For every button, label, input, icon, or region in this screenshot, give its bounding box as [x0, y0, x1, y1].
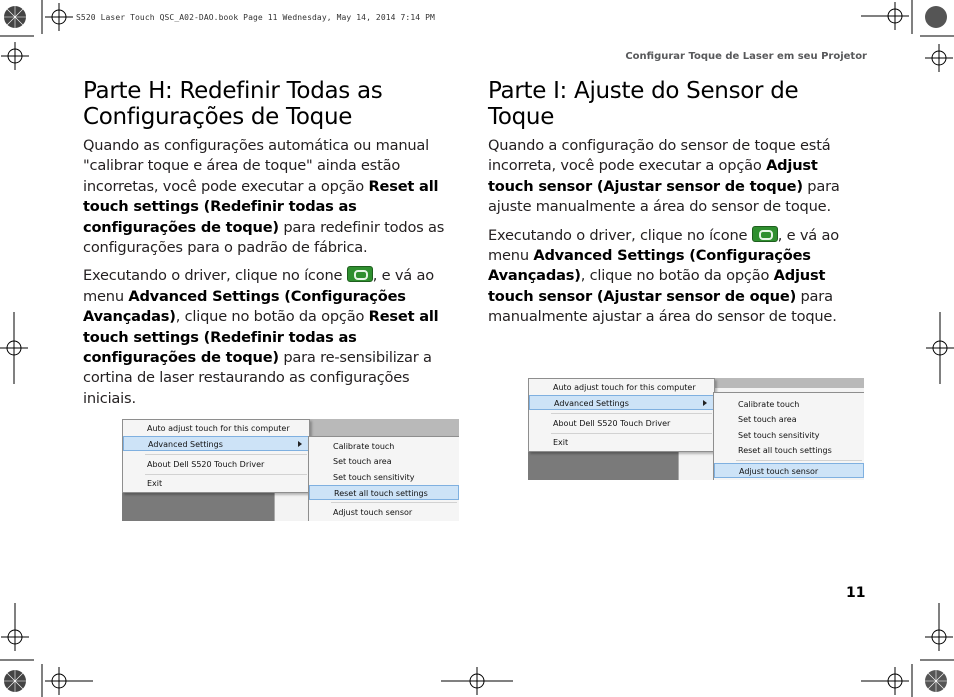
section-i-title: Parte I: Ajuste do Sensor de Toque: [488, 78, 799, 130]
section-i: [488, 78, 860, 336]
menu-item-advanced-settings[interactable]: Advanced Settings: [529, 395, 714, 410]
running-head: Configurar Toque de Laser em seu Projetor: [625, 51, 867, 62]
registration-mark-icon: [1, 603, 29, 651]
menu-item-auto-adjust[interactable]: Auto adjust touch for this computer: [147, 424, 290, 433]
screenshot-adjust-touch-sensor: [528, 378, 864, 480]
registration-mark-icon: [925, 603, 953, 651]
screenshot-reset-touch-settings: [122, 419, 459, 521]
color-wheel-icon: [4, 670, 26, 692]
context-menu: [528, 378, 715, 452]
menu-item-advanced-settings[interactable]: Advanced Settings: [123, 436, 309, 451]
registration-mark-icon: [1, 42, 29, 70]
submenu-item-touch-area[interactable]: Set touch area: [333, 457, 392, 466]
section-h: [83, 78, 455, 417]
menu-item-exit[interactable]: Exit: [147, 479, 163, 488]
registration-mark-icon: [0, 312, 28, 384]
registration-mark-icon: [45, 667, 93, 695]
section-h-title: Parte H: Redefinir Todas as Configurações de Toque: [83, 78, 383, 130]
submenu-item-sensitivity[interactable]: Set touch sensitivity: [738, 431, 820, 440]
print-slug: S520 Laser Touch QSC_A02-DAO.book Page 11 Wednesday, May 14, 2014 7:14 PM: [76, 13, 435, 22]
menu-item-auto-adjust[interactable]: Auto adjust touch for this computer: [553, 383, 696, 392]
submenu-item-touch-area[interactable]: Set touch area: [738, 415, 797, 424]
color-wheel-icon: [925, 670, 947, 692]
submenu-item-sensitivity[interactable]: Set touch sensitivity: [333, 473, 415, 482]
touch-driver-icon: [347, 266, 373, 282]
submenu-arrow-icon: [298, 441, 302, 447]
submenu-item-adjust-sensor[interactable]: Adjust touch sensor: [714, 463, 864, 478]
submenu-item-calibrate[interactable]: Calibrate touch: [738, 400, 800, 409]
menu-item-about[interactable]: About Dell S520 Touch Driver: [553, 419, 671, 428]
submenu: [308, 436, 459, 521]
registration-mark-icon: [45, 3, 73, 31]
registration-mark-icon: [925, 44, 953, 72]
section-h-paragraph-2: Executando o driver, clique no ícone , e vá ao menu Advanced Settings (Configurações Avançadas), clique no botão da opção Reset all touch settings (Redefinir todas as configurações de toque) para re-sensibilizar a cortina de laser restaurando as configurações iniciais.: [83, 267, 439, 407]
menu-item-exit[interactable]: Exit: [553, 438, 569, 447]
submenu-item-adjust-sensor[interactable]: Adjust touch sensor: [333, 508, 413, 517]
color-wheel-icon: [925, 6, 947, 28]
submenu-item-reset[interactable]: Reset all touch settings: [309, 485, 459, 500]
section-i-paragraph-2: Executando o driver, clique no ícone , e vá ao menu Advanced Settings (Configurações Avançadas), clique no botão da opção Adjust touch sensor (Ajustar sensor de oque) para manualmente ajustar a área do sensor de toque.: [488, 226, 839, 326]
registration-mark-icon: [861, 2, 909, 30]
submenu-arrow-icon: [703, 400, 707, 406]
submenu: [713, 392, 864, 480]
page-number: 11: [846, 585, 866, 601]
context-menu: [122, 419, 310, 493]
submenu-item-calibrate[interactable]: Calibrate touch: [333, 442, 395, 451]
touch-driver-icon: [752, 226, 778, 242]
registration-mark-icon: [861, 667, 909, 695]
section-h-paragraph-1: Quando as configurações automática ou manual "calibrar toque e área de toque" ainda estão incorretas, você pode executar a opção Reset all touch settings (Redefinir todas as configurações de toque) para redefinir todos as configurações para o padrão de fábrica.: [83, 137, 445, 257]
submenu-item-reset[interactable]: Reset all touch settings: [738, 446, 832, 455]
menu-item-about[interactable]: About Dell S520 Touch Driver: [147, 460, 265, 469]
registration-mark-icon: [441, 667, 513, 695]
registration-mark-icon: [926, 312, 954, 384]
color-wheel-icon: [4, 6, 26, 28]
section-i-paragraph-1: Quando a configuração do sensor de toque está incorreta, você pode executar a opção Adjust touch sensor (Ajustar sensor de toque) para ajuste manualmente a área do sensor de toque.: [488, 137, 840, 216]
